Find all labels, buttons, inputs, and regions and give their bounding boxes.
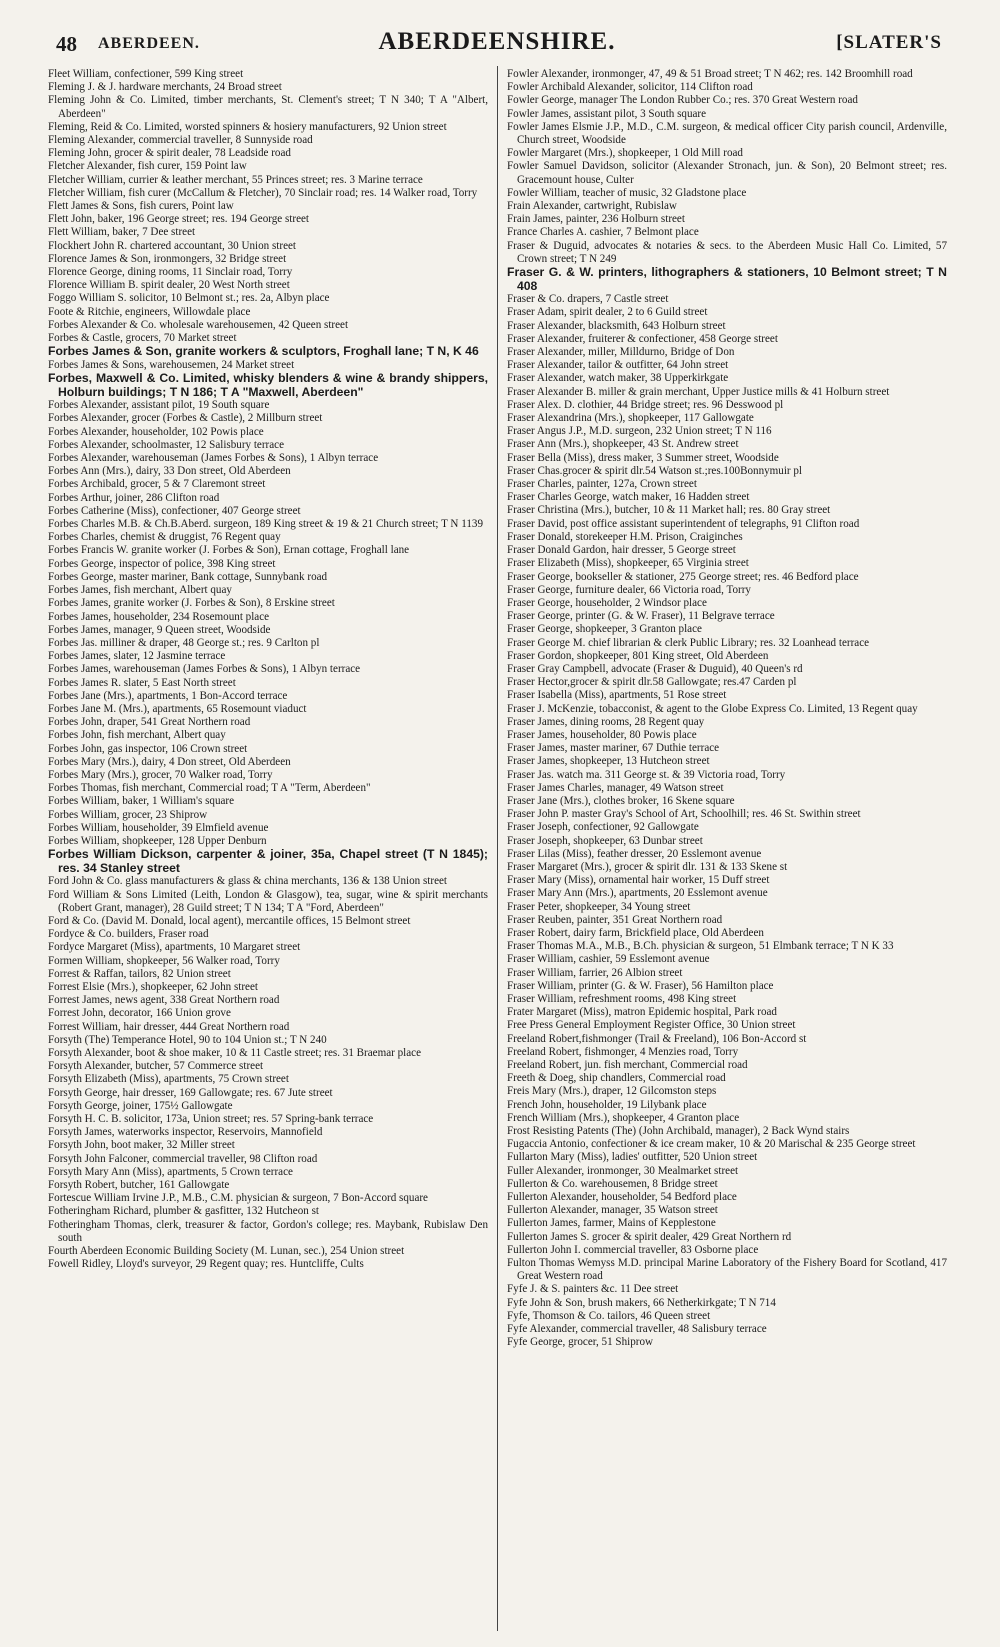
directory-entry: Fraser Gordon, shopkeeper, 801 King street, Old Aberdeen <box>507 649 769 662</box>
directory-entry: Fraser George, printer (G. & W. Fraser), 11 Belgrave terrace <box>507 610 775 623</box>
directory-entry: Fraser Charles, painter, 127a, Crown street <box>507 478 697 491</box>
directory-entry: Forsyth Elizabeth (Miss), apartments, 75 Crown street <box>48 1073 289 1086</box>
directory-entry: Forbes William, baker, 1 William's square <box>48 795 235 808</box>
directory-entry: Forbes Ann (Mrs.), dairy, 33 Don street, Old Aberdeen <box>48 465 291 478</box>
directory-entry: Fraser Alexander, fruiterer & confectioner, 458 George street <box>507 332 778 345</box>
directory-entry: Fowler William, teacher of music, 32 Gladstone place <box>507 186 747 199</box>
directory-entry: Flett John, baker, 196 George street; res. 194 George street <box>48 213 310 226</box>
directory-entry: Fraser George, householder, 2 Windsor place <box>507 596 707 609</box>
directory-entry: Forbes James, manager, 9 Queen street, Woodside <box>48 623 271 636</box>
directory-entry: Fullerton Alexander, manager, 35 Watson street <box>507 1204 718 1217</box>
directory-entry: Fraser Joseph, confectioner, 92 Gallowgate <box>507 821 699 834</box>
directory-entry: Formen William, shopkeeper, 56 Walker road, Torry <box>48 954 280 967</box>
directory-entry: Fraser G. & W. printers, lithographers & stationers, 10 Belmont street; T N 408 <box>507 265 947 293</box>
directory-entry: Fraser J. McKenzie, tobacconist, & agent to the Globe Express Co. Limited, 13 Regent quay <box>507 702 918 715</box>
directory-entry: Forrest John, decorator, 166 Union grove <box>48 1007 231 1020</box>
directory-entry: Fortescue William Irvine J.P., M.B., C.M. physician & surgeon, 7 Bon-Accord square <box>48 1192 428 1205</box>
directory-entry: Frain James, painter, 236 Holburn street <box>507 213 685 226</box>
directory-entry: Fowler Samuel Davidson, solicitor (Alexander Stronach, jun. & Son), 20 Belmont street; res. Gracemount house, Culter <box>507 160 947 186</box>
directory-entry: Fraser Alexander B. miller & grain merchant, Upper Justice mills & 41 Holburn street <box>507 385 890 398</box>
directory-entry: Forbes James & Son, granite workers & sculptors, Froghall lane; T N, K 46 <box>48 344 479 359</box>
directory-entry: Fraser Alexander, watch maker, 38 Upperkirkgate <box>507 372 729 385</box>
directory-entry: Fraser & Duguid, advocates & notaries & secs. to the Aberdeen Music Hall Co. Limited, 57 Crown street; T N 249 <box>507 239 947 265</box>
directory-entry: Fraser Robert, dairy farm, Brickfield place, Old Aberdeen <box>507 926 764 939</box>
right-column <box>507 68 947 1349</box>
directory-entry: Fletcher William, currier & leather merchant, 55 Princes street; res. 3 Marine terrace <box>48 173 423 186</box>
directory-entry: Fleming John, grocer & spirit dealer, 78 Leadside road <box>48 147 291 160</box>
directory-entry: Forbes John, gas inspector, 106 Crown street <box>48 742 248 755</box>
directory-entry: Fraser John P. master Gray's School of Art, Schoolhill; res. 46 St. Swithin street <box>507 808 861 821</box>
directory-entry: Fyfe J. & S. painters &c. 11 Dee street <box>507 1283 679 1296</box>
directory-entry: Flockhert John R. chartered accountant, 30 Union street <box>48 239 296 252</box>
directory-entry: Fraser Donald Gardon, hair dresser, 5 George street <box>507 544 736 557</box>
directory-entry: Fraser & Co. drapers, 7 Castle street <box>507 293 669 306</box>
directory-entry: Fraser James Charles, manager, 49 Watson street <box>507 781 724 794</box>
directory-entry: Forsyth Alexander, boot & shoe maker, 10 & 11 Castle street; res. 31 Braemar place <box>48 1046 422 1059</box>
directory-entry: Ford John & Co. glass manufacturers & glass & china merchants, 136 & 138 Union street <box>48 875 448 888</box>
directory-entry: Forbes James, slater, 12 Jasmine terrace <box>48 650 226 663</box>
directory-entry: Fraser George, bookseller & stationer, 275 George street; res. 46 Bedford place <box>507 570 859 583</box>
directory-entry: Fraser James, dining rooms, 28 Regent quay <box>507 715 705 728</box>
directory-entry: Forbes William, shopkeeper, 128 Upper Denburn <box>48 834 267 847</box>
directory-entry: Forbes Catherine (Miss), confectioner, 407 George street <box>48 504 301 517</box>
directory-entry: Fleming Alexander, commercial traveller, 8 Sunnyside road <box>48 134 313 147</box>
directory-entry: Forbes James, fish merchant, Albert quay <box>48 584 232 597</box>
directory-entry: Fraser Donald, storekeeper H.M. Prison, Craiginches <box>507 530 743 543</box>
directory-entry: Fraser George, furniture dealer, 66 Victoria road, Torry <box>507 583 751 596</box>
directory-entry: Forrest Elsie (Mrs.), shopkeeper, 62 John street <box>48 980 258 993</box>
directory-entry: Fowler James Elsmie J.P., M.D., C.M. surgeon, & medical officer City parish council, Ardenville, Church street, Woodside <box>507 120 947 147</box>
directory-entry: Fordyce & Co. builders, Fraser road <box>48 928 209 941</box>
directory-entry: Forsyth James, waterworks inspector, Reservoirs, Mannofield <box>48 1126 323 1139</box>
directory-entry: Forbes Jas. milliner & draper, 48 George st.; res. 9 Carlton pl <box>48 636 320 649</box>
directory-entry: Freeland Robert, fishmonger, 4 Menzies road, Torry <box>507 1045 739 1058</box>
directory-entry: Fyfe John & Son, brush makers, 66 Netherkirkgate; T N 714 <box>507 1296 776 1309</box>
directory-entry: Foggo William S. solicitor, 10 Belmont st.; res. 2a, Albyn place <box>48 292 330 305</box>
directory-entry: Forbes James, warehouseman (James Forbes & Sons), 1 Albyn terrace <box>48 663 361 676</box>
directory-entry: Fraser Jas. watch ma. 311 George st. & 39 Victoria road, Torry <box>507 768 786 781</box>
directory-entry: Fraser Gray Campbell, advocate (Fraser & Duguid), 40 Queen's rd <box>507 662 803 675</box>
directory-entry: Fullerton Alexander, householder, 54 Bedford place <box>507 1191 737 1204</box>
directory-entry: Forsyth (The) Temperance Hotel, 90 to 104 Union st.; T N 240 <box>48 1033 327 1046</box>
directory-entry: Fleet William, confectioner, 599 King street <box>48 68 244 80</box>
directory-entry: Fraser Alexander, tailor & outfitter, 64 John street <box>507 359 729 372</box>
directory-entry: Fraser Margaret (Mrs.), grocer & spirit dlr. 131 & 133 Skene st <box>507 860 788 873</box>
directory-entry: Fowler Archibald Alexander, solicitor, 114 Clifton road <box>507 81 753 94</box>
directory-entry: Forbes James, granite worker (J. Forbes & Son), 8 Erskine street <box>48 597 335 610</box>
directory-entry: Fowler Alexander, ironmonger, 47, 49 & 51 Broad street; T N 462; res. 142 Broomhill road <box>507 68 913 80</box>
directory-entry: Freeland Robert,fishmonger (Trail & Freeland), 106 Bon-Accord st <box>507 1032 807 1045</box>
directory-entry: Fowler Margaret (Mrs.), shopkeeper, 1 Old Mill road <box>507 147 743 160</box>
directory-entry: Fraser Christina (Mrs.), butcher, 10 & 11 Market hall; res. 80 Gray street <box>507 504 831 517</box>
directory-entry: Forbes Mary (Mrs.), grocer, 70 Walker road, Torry <box>48 768 273 781</box>
directory-entry: Forbes William Dickson, carpenter & joiner, 35a, Chapel street (T N 1845); res. 34 Stanley street <box>48 847 488 875</box>
directory-entry: Florence William B. spirit dealer, 20 West North street <box>48 279 290 292</box>
directory-entry: Fraser Jane (Mrs.), clothes broker, 16 Skene square <box>507 794 735 807</box>
directory-entry: Fyfe, Thomson & Co. tailors, 46 Queen street <box>507 1309 711 1322</box>
directory-entry: Fullerton James S. grocer & spirit dealer, 429 Great Northern rd <box>507 1230 792 1243</box>
directory-entry: Forbes & Castle, grocers, 70 Market street <box>48 332 237 345</box>
directory-entry: Forrest James, news agent, 338 Great Northern road <box>48 994 280 1007</box>
directory-entry: Fotheringham Richard, plumber & gasfitter, 132 Hutcheon st <box>48 1205 319 1218</box>
directory-entry: Fraser William, cashier, 59 Esslemont avenue <box>507 953 710 966</box>
directory-entry: Forsyth John, boot maker, 32 Miller street <box>48 1139 235 1152</box>
directory-entry: Forrest William, hair dresser, 444 Great Northern road <box>48 1020 290 1033</box>
directory-entry: Forbes William, grocer, 23 Shiprow <box>48 808 208 821</box>
directory-entry: Fraser Alexandrina (Mrs.), shopkeeper, 117 Gallowgate <box>507 412 754 425</box>
directory-entry: Flett William, baker, 7 Dee street <box>48 226 196 239</box>
directory-entry: Forbes Charles M.B. & Ch.B.Aberd. surgeon, 189 King street & 19 & 21 Church street; T N 1139 <box>48 518 483 531</box>
directory-entry: Fullerton James, farmer, Mains of Kepplestone <box>507 1217 716 1230</box>
directory-entry: Forbes Jane M. (Mrs.), apartments, 65 Rosemount viaduct <box>48 702 307 715</box>
directory-entry: Fraser Thomas M.A., M.B., B.Ch. physician & surgeon, 51 Elmbank terrace; T N K 33 <box>507 940 894 953</box>
directory-entry: Fleming John & Co. Limited, timber merchants, St. Clement's street; T N 340; T A "Albert, Aberdeen" <box>48 94 488 120</box>
directory-entry: Forbes James R. slater, 5 East North street <box>48 676 236 689</box>
directory-entry: Fraser Mary Ann (Mrs.), apartments, 20 Esslemont avenue <box>507 887 768 900</box>
directory-entry: Fullerton & Co. warehousemen, 8 Bridge street <box>507 1177 718 1190</box>
directory-entry: Fraser William, farrier, 26 Albion street <box>507 966 683 979</box>
directory-entry: Fowler George, manager The London Rubber Co.; res. 370 Great Western road <box>507 94 858 107</box>
directory-entry: Forbes William, householder, 39 Elmfield avenue <box>48 821 269 834</box>
directory-entry: Forbes Charles, chemist & druggist, 76 Regent quay <box>48 531 281 544</box>
directory-entry: Forbes John, draper, 541 Great Northern road <box>48 716 251 729</box>
directory-entry: Forsyth Robert, butcher, 161 Gallowgate <box>48 1179 230 1192</box>
directory-entry: Fraser Alex. D. clothier, 44 Bridge street; res. 96 Desswood pl <box>507 398 784 411</box>
left-column <box>48 68 488 1271</box>
directory-entry: Forbes Alexander, warehouseman (James Forbes & Sons), 1 Albyn terrace <box>48 452 379 465</box>
directory-entry: Forbes Thomas, fish merchant, Commercial road; T A "Term, Aberdeen" <box>48 782 371 795</box>
directory-entry: Fraser Alexander, miller, Milldurno, Bridge of Don <box>507 346 735 359</box>
directory-entry: Fraser George M. chief librarian & clerk Public Library; res. 32 Loanhead terrace <box>507 636 870 649</box>
directory-entry: Fleming, Reid & Co. Limited, worsted spinners & hosiery manufacturers, 92 Union street <box>48 120 447 133</box>
page-number: 48 <box>56 32 77 56</box>
column-divider <box>497 66 498 1631</box>
directory-entry: Fullerton John I. commercial traveller, 83 Osborne place <box>507 1243 759 1256</box>
directory-entry: Fraser Mary (Miss), ornamental hair worker, 15 Duff street <box>507 874 770 887</box>
city-heading: ABERDEEN. <box>98 35 200 52</box>
directory-entry: Fleming J. & J. hardware merchants, 24 Broad street <box>48 81 282 94</box>
directory-entry: Ford & Co. (David M. Donald, local agent), mercantile offices, 15 Belmont street <box>48 914 411 927</box>
directory-entry: French John, householder, 19 Lilybank place <box>507 1098 707 1111</box>
directory-entry: Fowell Ridley, Lloyd's surveyor, 29 Regent quay; res. Huntcliffe, Cults <box>48 1258 364 1271</box>
directory-entry: Forsyth George, hair dresser, 169 Gallowgate; res. 67 Jute street <box>48 1086 333 1099</box>
directory-entry: Fraser William, printer (G. & W. Fraser), 56 Hamilton place <box>507 979 774 992</box>
directory-entry: Fraser Adam, spirit dealer, 2 to 6 Guild street <box>507 306 708 319</box>
directory-entry: Fugaccia Antonio, confectioner & ice cream maker, 10 & 20 Marischal & 235 George street <box>507 1138 916 1151</box>
directory-entry: Forbes John, fish merchant, Albert quay <box>48 729 226 742</box>
directory-entry: Forbes George, master mariner, Bank cottage, Sunnybank road <box>48 570 328 583</box>
directory-entry: Fraser James, shopkeeper, 13 Hutcheon street <box>507 755 710 768</box>
directory-entry: Forsyth Mary Ann (Miss), apartments, 5 Crown terrace <box>48 1165 293 1178</box>
directory-entry: Freeth & Doeg, ship chandlers, Commercial road <box>507 1072 726 1085</box>
directory-entry: Fotheringham Thomas, clerk, treasurer & factor, Gordon's college; res. Maybank, Rubislaw Den south <box>48 1218 488 1244</box>
directory-entry: Fyfe Alexander, commercial traveller, 48 Salisbury terrace <box>507 1323 767 1336</box>
directory-entry: Fraser William, refreshment rooms, 498 King street <box>507 993 737 1005</box>
directory-entry: Free Press General Employment Register Office, 30 Union street <box>507 1019 796 1032</box>
directory-entry: Fletcher William, fish curer (McCallum & Fletcher), 70 Sinclair road; res. 14 Walker road, Torry <box>48 186 478 199</box>
directory-entry: Fraser Peter, shopkeeper, 34 Young street <box>507 900 691 913</box>
directory-entry: Fraser Elizabeth (Miss), shopkeeper, 65 Virginia street <box>507 557 749 570</box>
directory-entry: Forbes Alexander, householder, 102 Powis place <box>48 425 264 438</box>
directory-entry: Forbes Alexander, schoolmaster, 12 Salisbury terrace <box>48 438 285 451</box>
directory-entry: Fraser Reuben, painter, 351 Great Northern road <box>507 913 723 926</box>
directory-entry: Fraser Charles George, watch maker, 16 Hadden street <box>507 491 750 504</box>
directory-entry: Fullarton Mary (Miss), ladies' outfitter, 520 Union street <box>507 1151 758 1164</box>
directory-entry: Forsyth Alexander, butcher, 57 Commerce street <box>48 1060 264 1073</box>
directory-entry: Fraser David, post office assistant superintendent of telegraphs, 91 Clifton road <box>507 517 860 530</box>
directory-entry: Forrest & Raffan, tailors, 82 Union street <box>48 967 231 980</box>
directory-entry: Flett James & Sons, fish curers, Point law <box>48 200 234 213</box>
directory-entry: Fraser Isabella (Miss), apartments, 51 Rose street <box>507 689 727 702</box>
directory-entry: Forsyth George, joiner, 175½ Gallowgate <box>48 1099 233 1112</box>
directory-entry: Fuller Alexander, ironmonger, 30 Mealmarket street <box>507 1164 739 1177</box>
directory-entry: Fraser Bella (Miss), dress maker, 3 Summer street, Woodside <box>507 451 779 464</box>
directory-entry: Ford William & Sons Limited (Leith, London & Glasgow), tea, sugar, wine & spirit merchants (Robert Grant, manager), 28 Guild street; T N 134; T A "Ford, Aberdeen" <box>48 888 488 914</box>
directory-entry: Fraser Lilas (Miss), feather dresser, 20 Esslemont avenue <box>507 847 762 860</box>
directory-entry: Frater Margaret (Miss), matron Epidemic hospital, Park road <box>507 1006 777 1019</box>
directory-entry: Forsyth H. C. B. solicitor, 173a, Union street; res. 57 Spring-bank terrace <box>48 1113 374 1125</box>
directory-entry: Fraser Chas.grocer & spirit dlr.54 Watson st.;res.100Bonnymuir pl <box>507 464 803 477</box>
directory-entry: Fraser James, householder, 80 Powis place <box>507 728 697 741</box>
directory-entry: Forbes James & Sons, warehousemen, 24 Market street <box>48 358 295 371</box>
directory-entry: Fraser Alexander, blacksmith, 643 Holburn street <box>507 319 726 332</box>
directory-entry: Fowler James, assistant pilot, 3 South square <box>507 107 707 120</box>
page-header <box>52 24 942 56</box>
county-heading: ABERDEENSHIRE. <box>378 28 616 55</box>
directory-entry: Forbes Jane (Mrs.), apartments, 1 Bon-Accord terrace <box>48 689 288 702</box>
directory-entry: Forbes Alexander, grocer (Forbes & Castle), 2 Millburn street <box>48 412 323 425</box>
directory-entry: Freis Mary (Mrs.), draper, 12 Gilcomston steps <box>507 1085 717 1098</box>
directory-entry: Foote & Ritchie, engineers, Willowdale place <box>48 305 251 318</box>
directory-entry: Forsyth John Falconer, commercial traveller, 98 Clifton road <box>48 1152 318 1165</box>
directory-entry: Fraser James, master mariner, 67 Duthie terrace <box>507 742 720 755</box>
directory-entry: French William (Mrs.), shopkeeper, 4 Granton place <box>507 1111 740 1124</box>
directory-entry: Fraser Joseph, shopkeeper, 63 Dunbar street <box>507 834 703 847</box>
directory-entry: Fraser Hector,grocer & spirit dlr.58 Gallowgate; res.47 Carden pl <box>507 676 797 689</box>
directory-entry: Forbes Alexander, assistant pilot, 19 South square <box>48 399 270 412</box>
publisher-heading: [SLATER'S <box>836 32 942 53</box>
directory-entry: Fraser George, shopkeeper, 3 Granton place <box>507 623 702 636</box>
directory-entry: Forbes Alexander & Co. wholesale warehousemen, 42 Queen street <box>48 318 349 331</box>
directory-entry: Forbes Arthur, joiner, 286 Clifton road <box>48 491 220 504</box>
directory-entry: Florence James & Son, ironmongers, 32 Bridge street <box>48 252 287 265</box>
directory-entry: Fordyce Margaret (Miss), apartments, 10 Margaret street <box>48 941 301 954</box>
directory-entry: Forbes Francis W. granite worker (J. Forbes & Son), Ernan cottage, Froghall lane <box>48 544 410 557</box>
directory-entry: Forbes James, householder, 234 Rosemount place <box>48 610 270 623</box>
directory-entry: Frost Resisting Patents (The) (John Archibald, manager), 2 Back Wynd stairs <box>507 1125 850 1138</box>
directory-entry: Fraser Angus J.P., M.D. surgeon, 232 Union street; T N 116 <box>507 425 772 438</box>
directory-entry: Florence George, dining rooms, 11 Sinclair road, Torry <box>48 266 293 279</box>
directory-entry: Freeland Robert, jun. fish merchant, Commercial road <box>507 1059 748 1072</box>
directory-entry: Fyfe George, grocer, 51 Shiprow <box>507 1336 654 1349</box>
directory-entry: Forbes Mary (Mrs.), dairy, 4 Don street, Old Aberdeen <box>48 755 291 768</box>
directory-entry: Fourth Aberdeen Economic Building Society (M. Lunan, sec.), 254 Union street <box>48 1245 405 1258</box>
directory-entry: Forbes George, inspector of police, 398 King street <box>48 557 276 570</box>
directory-entry: Frain Alexander, cartwright, Rubislaw <box>507 200 677 213</box>
directory-entry: Forbes Archibald, grocer, 5 & 7 Claremont street <box>48 478 266 491</box>
directory-entry: Fletcher Alexander, fish curer, 159 Point law <box>48 160 247 173</box>
directory-entry: Fraser Ann (Mrs.), shopkeeper, 43 St. Andrew street <box>507 438 739 451</box>
directory-entry: France Charles A. cashier, 7 Belmont place <box>507 226 699 239</box>
directory-entry: Fulton Thomas Wemyss M.D. principal Marine Laboratory of the Fishery Board for Scotland, 417 Great Western road <box>507 1257 947 1283</box>
directory-entry: Forbes, Maxwell & Co. Limited, whisky blenders & wine & brandy shippers, Holburn buildings; T N 186; T A "Maxwell, Aberdeen" <box>48 371 488 399</box>
